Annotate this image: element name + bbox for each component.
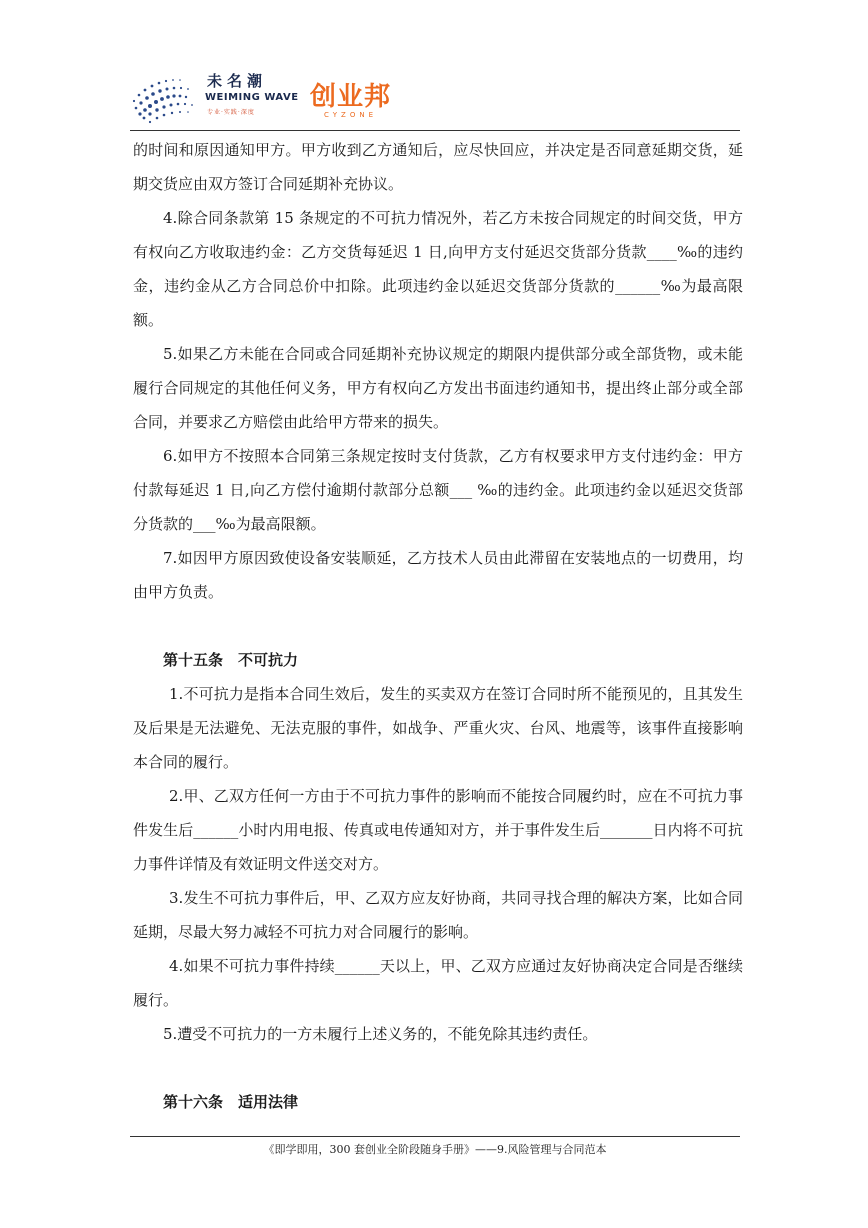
section-heading-15: 第十五条 不可抗力: [163, 651, 299, 669]
force-majeure-item-4: 4.如果不可抗力事件持续______天以上，甲、乙双方应通过友好协商决定合同是否继续履行。: [133, 957, 743, 1009]
force-majeure-item-3: 3.发生不可抗力事件后，甲、乙双方应友好协商，共同寻找合理的解决方案，比如合同延期，尽最大努力减轻不可抗力对合同履行的影响。: [133, 889, 743, 941]
paragraph-clause-6: 6.如甲方不按照本合同第三条规定按时支付货款，乙方有权要求甲方支付违约金：甲方付款每延迟 1 日,向乙方偿付逾期付款部分总额___ ‰的违约金。此项违约金以延迟交货部分货款的___‰为最高限额。: [133, 447, 743, 533]
page-header: [130, 64, 740, 134]
weiming-wave-logo-cn: 未名潮: [207, 72, 268, 90]
page-footer: 《即学即用，300 套创业全阶段随身手册》——9.风险管理与合同范本: [263, 1143, 607, 1156]
cyzone-logo-cn: 创业邦: [310, 82, 392, 112]
paragraph-clause-7: 7.如因甲方原因致使设备安装顺延，乙方技术人员由此滞留在安装地点的一切费用，均由甲方负责。: [133, 549, 743, 601]
weiming-wave-tagline: 专业·实践·深度: [207, 109, 255, 116]
force-majeure-item-2: 2.甲、乙双方任何一方由于不可抗力事件的影响而不能按合同履约时，应在不可抗力事件发生后______小时内用电报、传真或电传通知对方，并于事件发生后_______日内将不可抗力事件详情及有效证明文件送交对方。: [133, 787, 743, 873]
weiming-wave-logo-icon: [130, 68, 200, 126]
weiming-wave-logo-en: WEIMING WAVE: [205, 92, 299, 103]
paragraph-clause-4: 4.除合同条款第 15 条规定的不可抗力情况外，若乙方未按合同规定的时间交货，甲方有权向乙方收取违约金：乙方交货每延迟 1 日,向甲方支付延迟交货部分货款____‰的违约金，违约金从乙方合同总价中扣除。此项违约金以延迟交货部分货款的______‰为最高限额。: [133, 209, 743, 329]
section-heading-16: 第十六条 适用法律: [163, 1093, 299, 1111]
force-majeure-item-1: 1.不可抗力是指本合同生效后，发生的买卖双方在签订合同时所不能预见的，且其发生及后果是无法避免、无法克服的事件，如战争、严重火灾、台风、地震等，该事件直接影响本合同的履行。: [133, 685, 743, 771]
document-body: [133, 133, 743, 1119]
footer-divider: [130, 1136, 740, 1137]
paragraph-clause-5: 5.如果乙方未能在合同或合同延期补充协议规定的期限内提供部分或全部货物，或未能履行合同规定的其他任何义务，甲方有权向乙方发出书面违约通知书，提出终止部分或全部合同，并要求乙方赔偿由此给甲方带来的损失。: [133, 345, 743, 431]
force-majeure-item-5: 5.遭受不可抗力的一方未履行上述义务的，不能免除其违约责任。: [163, 1025, 598, 1043]
paragraph-continued: 的时间和原因通知甲方。甲方收到乙方通知后，应尽快回应，并决定是否同意延期交货，延期交货应由双方签订合同延期补充协议。: [133, 141, 743, 193]
cyzone-logo-en: CYZONE: [324, 111, 378, 119]
cyzone-logo: [310, 76, 391, 119]
header-divider: [130, 130, 740, 131]
